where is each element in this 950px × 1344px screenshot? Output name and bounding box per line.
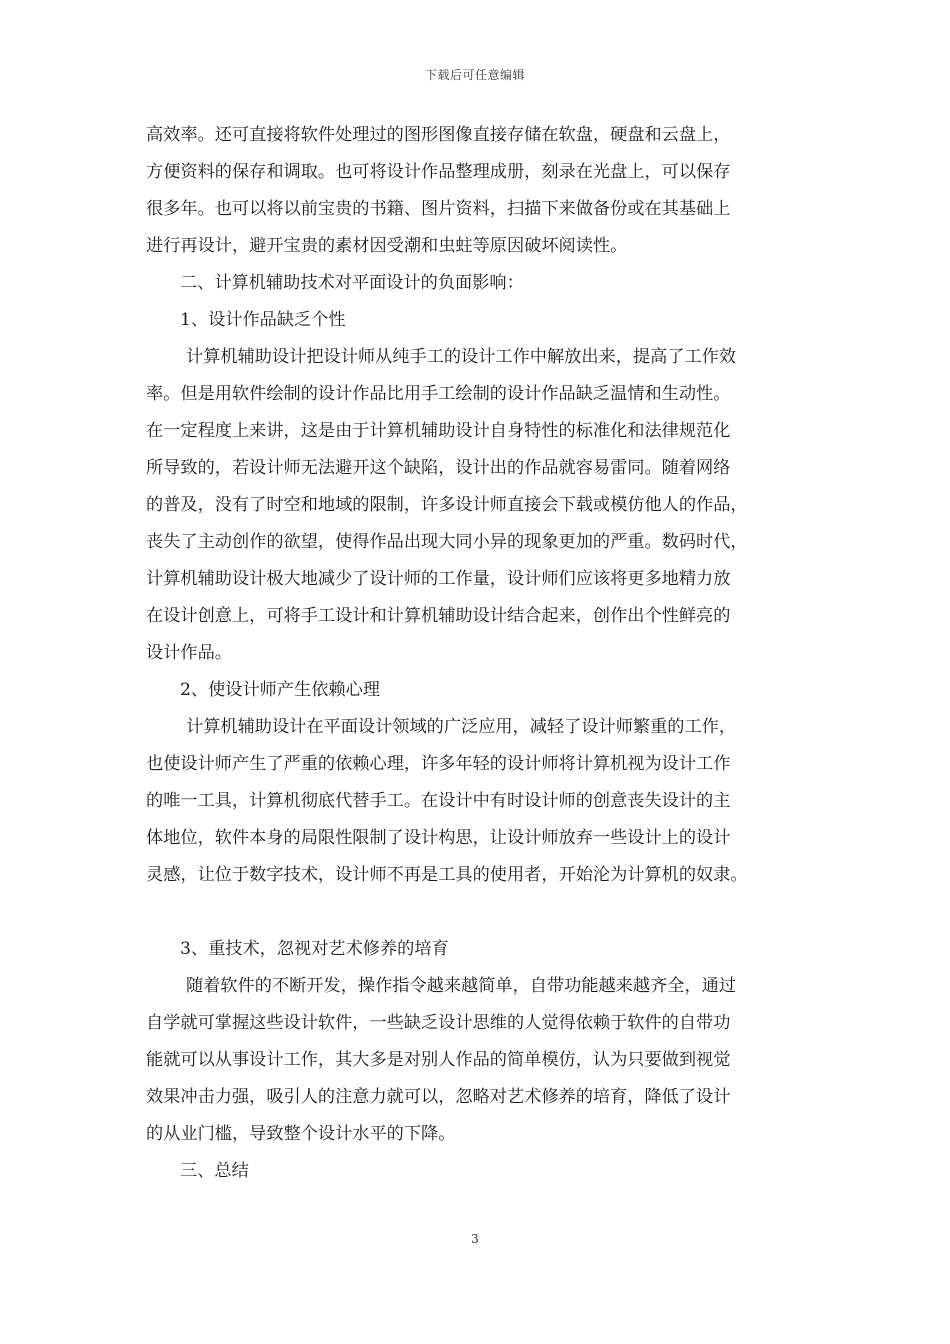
text-line: 能就可以从事设计工作，其大多是对别人作品的简单模仿，认为只要做到视觉 [146, 1050, 731, 1070]
text-line: 计算机辅助设计在平面设计领域的广泛应用，减轻了设计师繁重的工作， [186, 717, 737, 737]
paragraph-dependency [146, 709, 818, 894]
blank-line [146, 894, 818, 931]
text-line: 自学就可掌握这些设计软件，一些缺乏设计思维的人觉得依赖于软件的自带功 [146, 1013, 731, 1033]
text-line: 高效率。还可直接将软件处理过的图形图像直接存储在软盘，硬盘和云盘上， [146, 125, 731, 145]
text-line: 的唯一工具，计算机彻底代替手工。在设计中有时设计师的创意丧失设计的主 [146, 791, 731, 811]
text-line: 的从业门槛，导致整个设计水平的下降。 [146, 1124, 456, 1144]
document-body [146, 117, 818, 1190]
paragraph-storage-benefits [146, 117, 818, 265]
subheading-dependency: 2、使设计师产生依赖心理 [180, 680, 380, 700]
page-header: 下载后可任意编辑 [424, 68, 525, 82]
text-line: 计算机辅助设计极大地减少了设计师的工作量，设计师们应该将更多地精力放 [146, 569, 731, 589]
text-line: 在设计创意上，可将手工设计和计算机辅助设计结合起来，创作出个性鲜亮的 [146, 606, 731, 626]
text-line: 体地位，软件本身的局限性限制了设计构思，让设计师放弃一些设计上的设计 [146, 828, 731, 848]
text-line: 所导致的，若设计师无法避开这个缺陷，设计出的作品就容易雷同。随着网络 [146, 458, 731, 478]
text-line: 效果冲击力强，吸引人的注意力就可以，忽略对艺术修养的培育，降低了设计 [146, 1087, 731, 1107]
text-line: 设计作品。 [146, 643, 232, 663]
text-line: 进行再设计，避开宝贵的素材因受潮和虫蛀等原因破坏阅读性。 [146, 236, 628, 256]
text-line: 计算机辅助设计把设计师从纯手工的设计工作中解放出来，提高了工作效 [186, 347, 737, 367]
subheading-lack-of-individuality: 1、设计作品缺乏个性 [180, 310, 346, 330]
text-line: 丧失了主动创作的欲望，使得作品出现大同小异的现象更加的严重。数码时代， [146, 532, 748, 552]
text-line: 率。但是用软件绘制的设计作品比用手工绘制的设计作品缺乏温情和生动性。 [146, 384, 731, 404]
page-number: 3 [471, 1232, 479, 1246]
text-line: 的普及，没有了时空和地域的限制，许多设计师直接会下载或模仿他人的作品， [146, 495, 748, 515]
text-line: 在一定程度上来讲，这是由于计算机辅助设计自身特性的标准化和法律规范化 [146, 421, 731, 441]
text-line: 很多年。也可以将以前宝贵的书籍、图片资料，扫描下来做备份或在其基础上 [146, 199, 731, 219]
paragraph-technique-over-art [146, 968, 818, 1153]
paragraph-lack-of-individuality [146, 339, 818, 672]
text-line: 随着软件的不断开发，操作指令越来越简单，自带功能越来越齐全，通过 [186, 976, 737, 996]
text-line: 也使设计师产生了严重的依赖心理，许多年轻的设计师将计算机视为设计工作 [146, 754, 731, 774]
section-heading-summary: 三、总结 [180, 1161, 249, 1181]
section-heading-negative-effects: 二、计算机辅助技术对平面设计的负面影响： [180, 273, 524, 293]
subheading-technique-over-art: 3、重技术，忽视对艺术修养的培育 [180, 939, 449, 959]
text-line: 方便资料的保存和调取。也可将设计作品整理成册，刻录在光盘上，可以保存 [146, 162, 731, 182]
text-line: 灵感，让位于数字技术，设计师不再是工具的使用者，开始沦为计算机的奴隶。 [146, 865, 748, 885]
